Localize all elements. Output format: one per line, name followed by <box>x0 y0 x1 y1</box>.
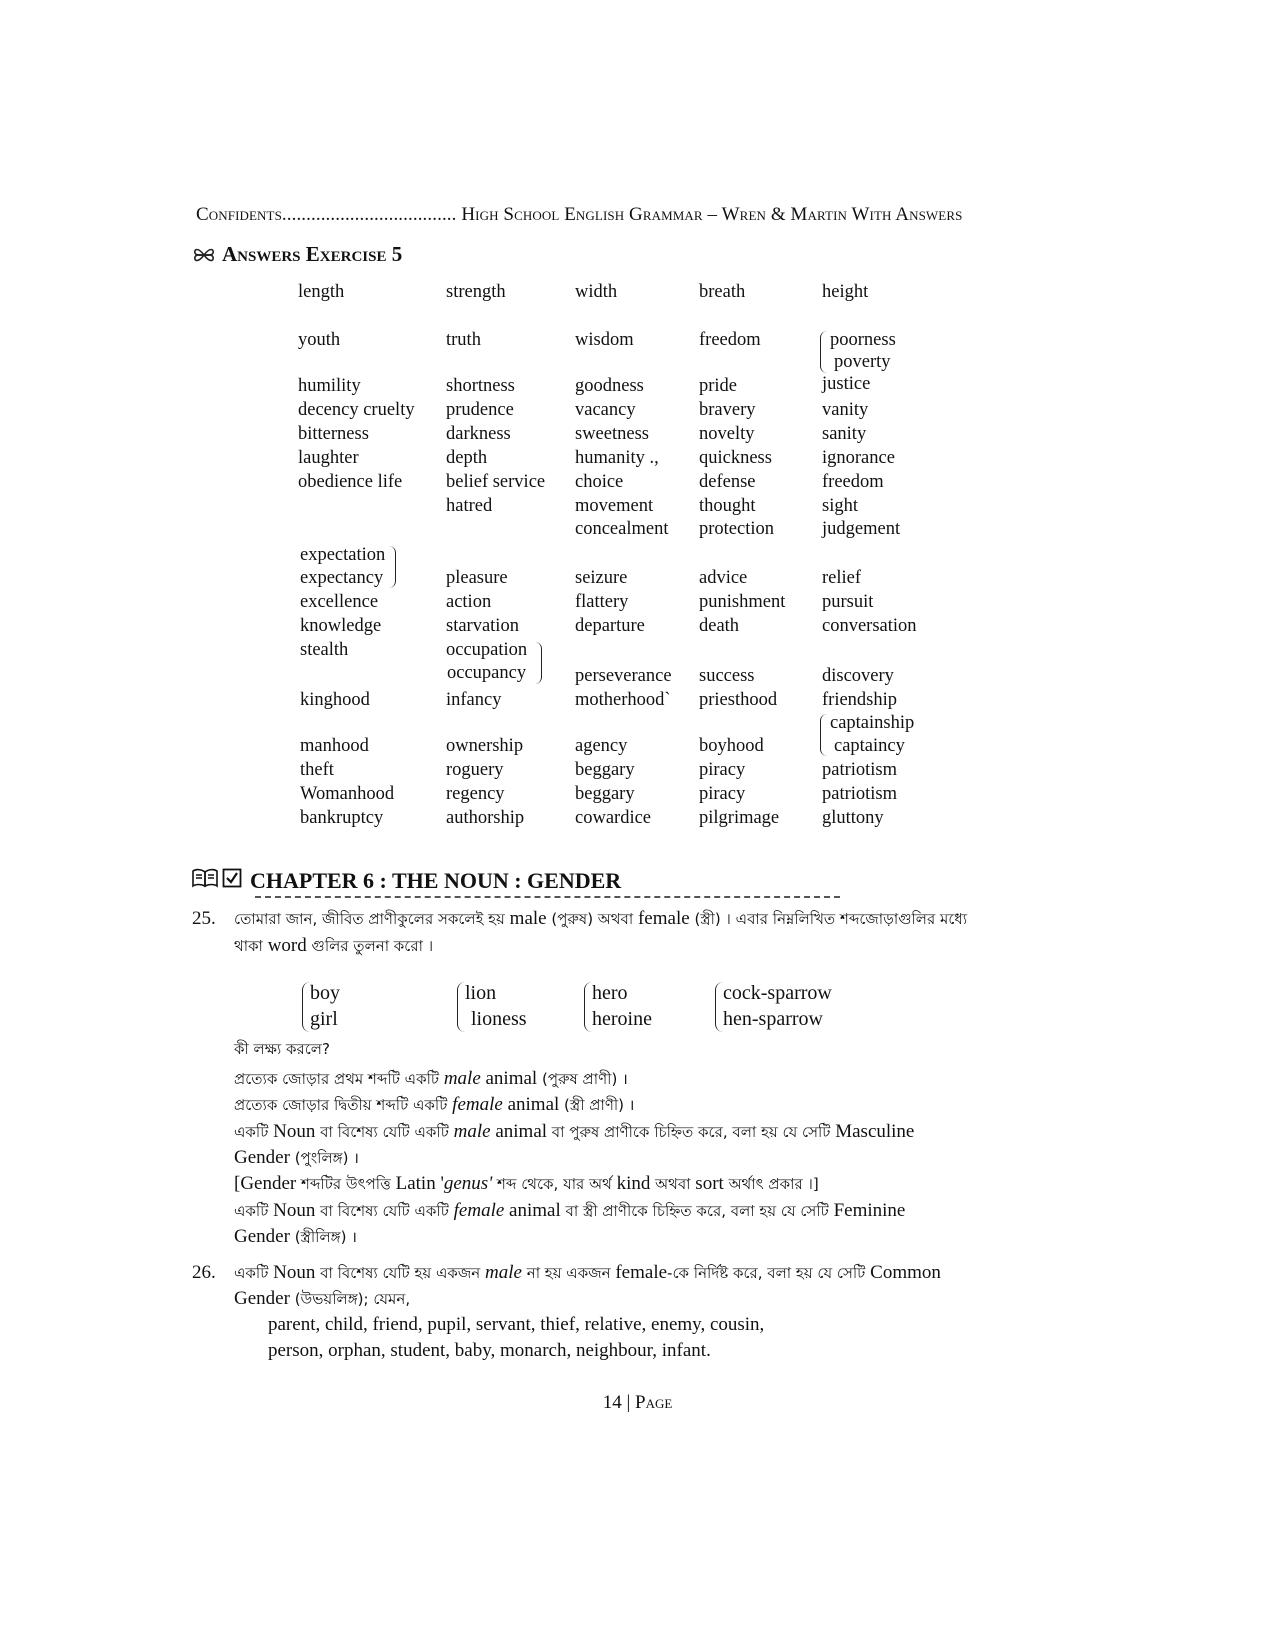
word-pair <box>592 980 652 1032</box>
answer-cell: stealth <box>300 640 349 660</box>
answer-cell: obedience life <box>298 472 403 492</box>
answer-cell: choice <box>575 472 624 492</box>
answer-cell: pursuit <box>822 592 874 612</box>
answer-cell: starvation <box>446 616 519 636</box>
masculine-word: lion <box>465 982 497 1004</box>
answer-cell: youth <box>298 330 341 350</box>
masculine-word: hero <box>592 982 628 1004</box>
answer-cell: defense <box>699 472 756 492</box>
answer-cell: beggary <box>575 784 635 804</box>
chapter-heading <box>192 868 621 894</box>
page-label: Page <box>635 1392 673 1413</box>
answer-cell: pleasure <box>446 568 508 588</box>
question-line: কী লক্ষ্য করলে? <box>234 1040 330 1058</box>
answer-cell: motherhood` <box>575 690 671 710</box>
answer-cell: infancy <box>446 690 502 710</box>
answer-cell: shortness <box>446 376 515 396</box>
answer-cell: bravery <box>699 400 756 420</box>
answer-cell: relief <box>822 568 862 588</box>
item-26-line-1: একটি Noun বা বিশেষ্য যেটি হয় একজন male না হয় একজন female-কে নির্দিষ্ট করে, বলা হয় যে সেটি Common <box>234 1262 941 1283</box>
feminine-word: heroine <box>592 1008 652 1030</box>
brace-mark <box>388 546 396 588</box>
answer-cell: prudence <box>446 400 514 420</box>
brace-mark <box>715 982 724 1032</box>
answer-cell: expectation <box>300 545 386 565</box>
answer-cell: laughter <box>298 448 359 468</box>
answer-cell: freedom <box>822 472 884 492</box>
feminine-word: hen-sparrow <box>723 1008 823 1030</box>
answer-cell: beggary <box>575 760 635 780</box>
word-pair <box>310 980 340 1032</box>
word-pair <box>465 980 527 1032</box>
answer-cell: movement <box>575 496 654 516</box>
brace-mark <box>584 982 593 1032</box>
answer-cell: Womanhood <box>300 784 395 804</box>
item-25-line-2: থাকা word গুলির তুলনা করো । <box>234 935 434 956</box>
page-number: 14 <box>602 1392 622 1413</box>
answer-cell: novelty <box>699 424 755 444</box>
item-number: 25. <box>192 908 216 929</box>
masculine-word: boy <box>310 982 340 1004</box>
answer-cell: truth <box>446 330 481 350</box>
item-number: 26. <box>192 1262 216 1283</box>
running-header: Confidents.................................... High School English Grammar – Wren & Martin With Answers <box>196 204 963 225</box>
explanation-line: [Gender শব্দটির উৎপত্তি Latin 'genus' শব্দ থেকে, যার অর্থ kind অথবা sort অর্থাৎ প্রকার ।] <box>234 1173 819 1194</box>
answer-cell: vacancy <box>575 400 636 420</box>
answer-cell: sweetness <box>575 424 649 444</box>
answer-cell: flattery <box>575 592 629 612</box>
feminine-word: girl <box>310 1008 338 1030</box>
answer-cell: piracy <box>699 760 746 780</box>
answer-cell: seizure <box>575 568 628 588</box>
answer-cell: manhood <box>300 736 369 756</box>
chapter-title: CHAPTER 6 : THE NOUN : GENDER <box>250 868 622 893</box>
page-footer <box>0 1392 1275 1414</box>
answer-cell: justice <box>822 374 871 394</box>
answer-cell: hatred <box>446 496 493 516</box>
answer-cell: pride <box>699 376 738 396</box>
answer-cell: roguery <box>446 760 504 780</box>
answer-cell: concealment <box>575 519 669 539</box>
checkbox-checked-icon <box>222 868 242 894</box>
answer-cell: patriotism <box>822 760 898 780</box>
answer-cell: boyhood <box>699 736 764 756</box>
item-26-line-2: Gender (উভয়লিঙ্গ); যেমন, <box>234 1288 411 1309</box>
explanation-line: একটি Noun বা বিশেষ্য যেটি একটি male animal বা পুরুষ প্রাণীকে চিহ্নিত করে, বলা হয় যে সেটি Masculine <box>234 1121 915 1142</box>
answer-cell: kinghood <box>300 690 370 710</box>
answer-cell: death <box>699 616 740 636</box>
answer-cell: agency <box>575 736 628 756</box>
answer-cell: knowledge <box>300 616 382 636</box>
answer-cell: conversation <box>822 616 917 636</box>
answer-cell: height <box>822 282 869 302</box>
answer-cell: sanity <box>822 424 867 444</box>
answer-cell: breath <box>699 282 746 302</box>
examples-line: person, orphan, student, baby, monarch, neighbour, infant. <box>268 1340 711 1361</box>
open-book-icon <box>192 868 218 894</box>
explanation-line: প্রত্যেক জোড়ার প্রথম শব্দটি একটি male animal (পুরুষ প্রাণী) । <box>234 1068 628 1089</box>
answer-cell: advice <box>699 568 748 588</box>
item-25-line-1: তোমারা জান, জীবিত প্রাণীকুলের সকলেই হয় male (পুরুষ) অথবা female (স্ত্রী) । এবার নিম্নলিখিত শব্দজোড়াগুলির মধ্যে <box>234 908 968 929</box>
explanation-line: একটি Noun বা বিশেষ্য যেটি একটি female animal বা স্ত্রী প্রাণীকে চিহ্নিত করে, বলা হয় যে সেটি Feminine <box>234 1200 906 1221</box>
brace-mark <box>534 642 542 684</box>
answer-cell: bitterness <box>298 424 369 444</box>
answer-cell: friendship <box>822 690 898 710</box>
answer-cell: decency cruelty <box>298 400 415 420</box>
answer-cell: poverty <box>834 352 891 372</box>
answer-cell: occupation <box>446 640 528 660</box>
feminine-word: lioness <box>471 1008 527 1030</box>
answer-cell: excellence <box>300 592 379 612</box>
explanation-line: প্রত্যেক জোড়ার দ্বিতীয় শব্দটি একটি female animal (স্ত্রী প্রাণী) । <box>234 1094 635 1115</box>
explanation-line: Gender (স্ত্রীলিঙ্গ) । <box>234 1226 357 1247</box>
answer-cell: bankruptcy <box>300 808 384 828</box>
answer-cell: sight <box>822 496 858 516</box>
masculine-word: cock-sparrow <box>723 982 832 1004</box>
brace-mark <box>457 982 466 1032</box>
answer-cell: wisdom <box>575 330 634 350</box>
answer-cell: darkness <box>446 424 511 444</box>
answer-cell: perseverance <box>575 666 672 686</box>
answer-cell: gluttony <box>822 808 884 828</box>
answer-cell: departure <box>575 616 645 636</box>
answer-cell: width <box>575 282 618 302</box>
answer-cell: authorship <box>446 808 525 828</box>
answer-cell: protection <box>699 519 775 539</box>
answer-cell: cowardice <box>575 808 652 828</box>
footer-separator: | <box>621 1392 635 1413</box>
answer-cell: pilgrimage <box>699 808 780 828</box>
answer-cell: punishment <box>699 592 786 612</box>
answer-cell: occupancy <box>447 663 527 683</box>
answer-cell: humility <box>298 376 361 396</box>
brace-mark <box>302 982 311 1032</box>
answer-cell: humanity ., <box>575 448 659 468</box>
answer-cell: patriotism <box>822 784 898 804</box>
answer-cell: length <box>298 282 345 302</box>
answer-cell: piracy <box>699 784 746 804</box>
answer-cell: quickness <box>699 448 772 468</box>
answers-heading <box>192 242 402 267</box>
flourish-icon <box>192 243 216 267</box>
answer-cell: ignorance <box>822 448 895 468</box>
answer-cell: ownership <box>446 736 524 756</box>
answer-cell: captainship <box>830 713 915 733</box>
answer-cell: belief service <box>446 472 546 492</box>
answer-cell: freedom <box>699 330 761 350</box>
answer-cell: vanity <box>822 400 869 420</box>
answer-cell: priesthood <box>699 690 778 710</box>
answer-cell: strength <box>446 282 506 302</box>
word-pair <box>723 980 832 1032</box>
answer-cell: action <box>446 592 492 612</box>
answer-cell: regency <box>446 784 505 804</box>
answer-cell: depth <box>446 448 488 468</box>
answers-heading-text: Answers Exercise 5 <box>222 242 403 266</box>
answer-cell: judgement <box>822 519 901 539</box>
explanation-line: Gender (পুংলিঙ্গ) । <box>234 1147 359 1168</box>
answer-cell: expectancy <box>300 568 384 588</box>
answer-cell: thought <box>699 496 756 516</box>
dashed-divider <box>255 896 840 898</box>
answer-cell: discovery <box>822 666 894 686</box>
answer-cell: success <box>699 666 755 686</box>
examples-line: parent, child, friend, pupil, servant, thief, relative, enemy, cousin, <box>268 1314 765 1335</box>
brace-mark <box>820 331 829 373</box>
answer-cell: poorness <box>830 330 896 350</box>
answer-cell: captaincy <box>834 736 905 756</box>
answer-cell: theft <box>300 760 334 780</box>
answer-cell: goodness <box>575 376 644 396</box>
brace-mark <box>820 714 829 756</box>
